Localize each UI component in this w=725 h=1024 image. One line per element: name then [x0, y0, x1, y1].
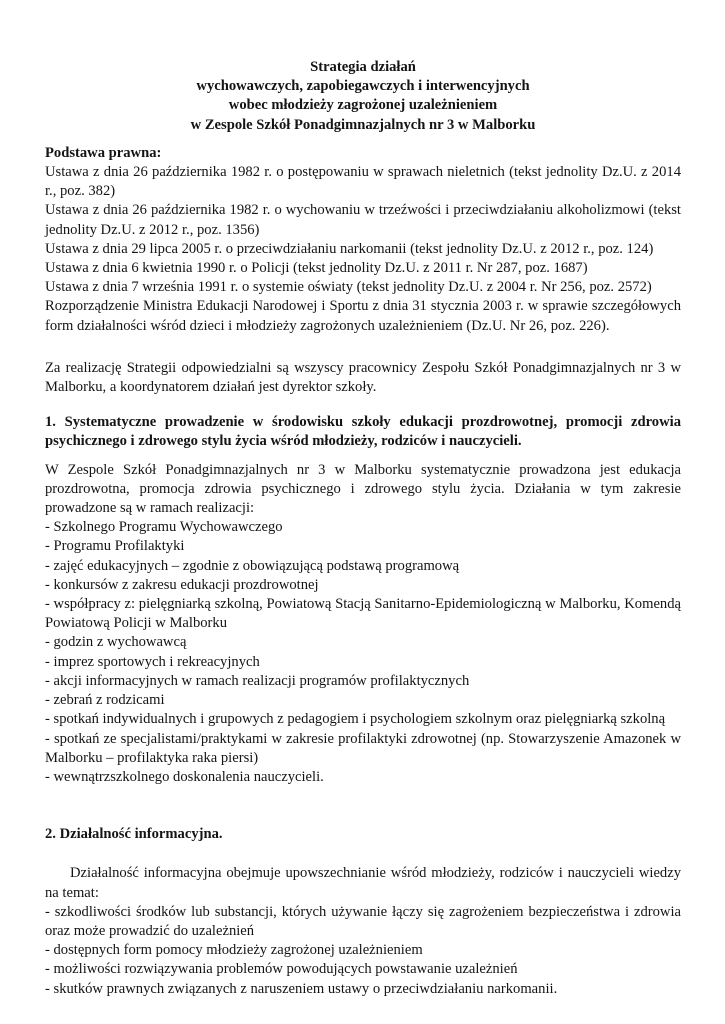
section-2-paragraph: Działalność informacyjna obejmuje upowszechnianie wśród młodzieży, rodziców i nauczycieli wiedzy na temat:: [45, 865, 681, 901]
activity-item: - godzin z wychowawcą: [45, 634, 187, 651]
activity-item: - Programu Profilaktyki: [45, 538, 185, 555]
activity-item: - spotkań ze specjalistami/praktykami w zakresie profilaktyki zdrowotnej (np. Stowarzyszenie Amazonek w Malborku – profilaktyka raka piersi): [45, 730, 681, 766]
activity-item: - wewnątrzszkolnego doskonalenia nauczycieli.: [45, 768, 324, 785]
section-2-list: [45, 903, 681, 999]
info-item: - skutków prawnych związanych z naruszeniem ustawy o przeciwdziałaniu narkomanii.: [45, 980, 558, 997]
title-line: Strategia działań: [310, 59, 416, 75]
legal-basis-section: [45, 144, 681, 336]
activity-item: - akcji informacyjnych w ramach realizacji programów profilaktycznych: [45, 672, 470, 689]
section-1-heading: 1. Systematyczne prowadzenie w środowisku szkoły edukacji prozdrowotnej, promocji zdrowia psychicznego i zdrowego stylu życia wśród młodzieży, rodziców i nauczycieli.: [45, 414, 681, 450]
section-1-list: [45, 518, 681, 787]
activity-item: - zebrań z rodzicami: [45, 692, 165, 709]
activity-item: - Szkolnego Programu Wychowawczego: [45, 519, 283, 536]
title-line: wychowawczych, zapobiegawczych i interwencyjnych: [196, 78, 530, 95]
section-2: [45, 825, 681, 999]
activity-item: - imprez sportowych i rekreacyjnych: [45, 653, 260, 670]
info-item: - szkodliwości środków lub substancji, których używanie łączy się zagrożeniem bezpieczeństwa i zdrowia oraz może prowadzić do uzależnień: [45, 903, 681, 939]
legal-basis-item: Ustawa z dnia 26 października 1982 r. o wychowaniu w trzeźwości i przeciwdziałaniu alkoholizmowi (tekst jednolity Dz.U. z 2012 r., poz. 1356): [45, 202, 681, 238]
activity-item: - współpracy z: pielęgniarką szkolną, Powiatową Stacją Sanitarno-Epidemiologiczną w Malborku, Komendą Powiatową Policji w Malborku: [45, 596, 681, 632]
legal-basis-item: Ustawa z dnia 29 lipca 2005 r. o przeciwdziałaniu narkomanii (tekst jednolity Dz.U. z 2012 r., poz. 124): [45, 240, 654, 257]
title-line: wobec młodzieży zagrożonej uzależnieniem: [228, 97, 498, 114]
legal-basis-item: Rozporządzenie Ministra Edukacji Narodowej i Sportu z dnia 31 stycznia 2003 r. w sprawie szczegółowych form działalności wśród dzieci i młodzieży zagrożonych uzależnieniem (Dz.U. Nr 26, poz. 226).: [45, 298, 681, 334]
title-line: w Zespole Szkół Ponadgimnazjalnych nr 3 w Malborku: [190, 116, 536, 133]
activity-item: - spotkań indywidualnych i grupowych z pedagogiem i psychologiem szkolnym oraz pielęgniarką szkolną: [45, 711, 666, 728]
legal-basis-item: Ustawa z dnia 6 kwietnia 1990 r. o Policji (tekst jednolity Dz.U. z 2011 r. Nr 287, poz. 1687): [45, 260, 588, 277]
activity-item: - konkursów z zakresu edukacji prozdrowotnej: [45, 576, 319, 593]
section-2-heading: 2. Działalność informacyjna.: [45, 826, 223, 843]
intro-paragraph: Za realizację Strategii odpowiedzialni są wszyscy pracownicy Zespołu Szkół Ponadgimnazjalnych nr 3 w Malborku, a koordynatorem działań jest dyrektor szkoły.: [45, 359, 681, 396]
legal-basis-item: Ustawa z dnia 7 września 1991 r. o systemie oświaty (tekst jednolity Dz.U. z 2004 r. Nr 256, poz. 2572): [45, 279, 652, 296]
document-title: [45, 58, 681, 135]
info-item: - dostępnych form pomocy młodzieży zagrożonej uzależnieniem: [45, 942, 423, 959]
section-1-paragraph: W Zespole Szkół Ponadgimnazjalnych nr 3 w Malborku systematycznie prowadzona jest edukacja prozdrowotna, promocja zdrowia psychicznego i zdrowego stylu życia. Działania w tym zakresie prowadzone są w ramach realizacji:: [45, 461, 681, 517]
section-1: [45, 413, 681, 787]
legal-basis-item: Ustawa z dnia 26 października 1982 r. o postępowaniu w sprawach nieletnich (tekst jednolity Dz.U. z 2014 r., poz. 382): [45, 164, 681, 200]
info-item: - możliwości rozwiązywania problemów powodujących powstawanie uzależnień: [45, 961, 518, 978]
legal-basis-heading: Podstawa prawna:: [45, 144, 162, 161]
legal-basis-list: [45, 163, 681, 336]
activity-item: - zajęć edukacyjnych – zgodnie z obowiązującą podstawą programową: [45, 557, 460, 574]
